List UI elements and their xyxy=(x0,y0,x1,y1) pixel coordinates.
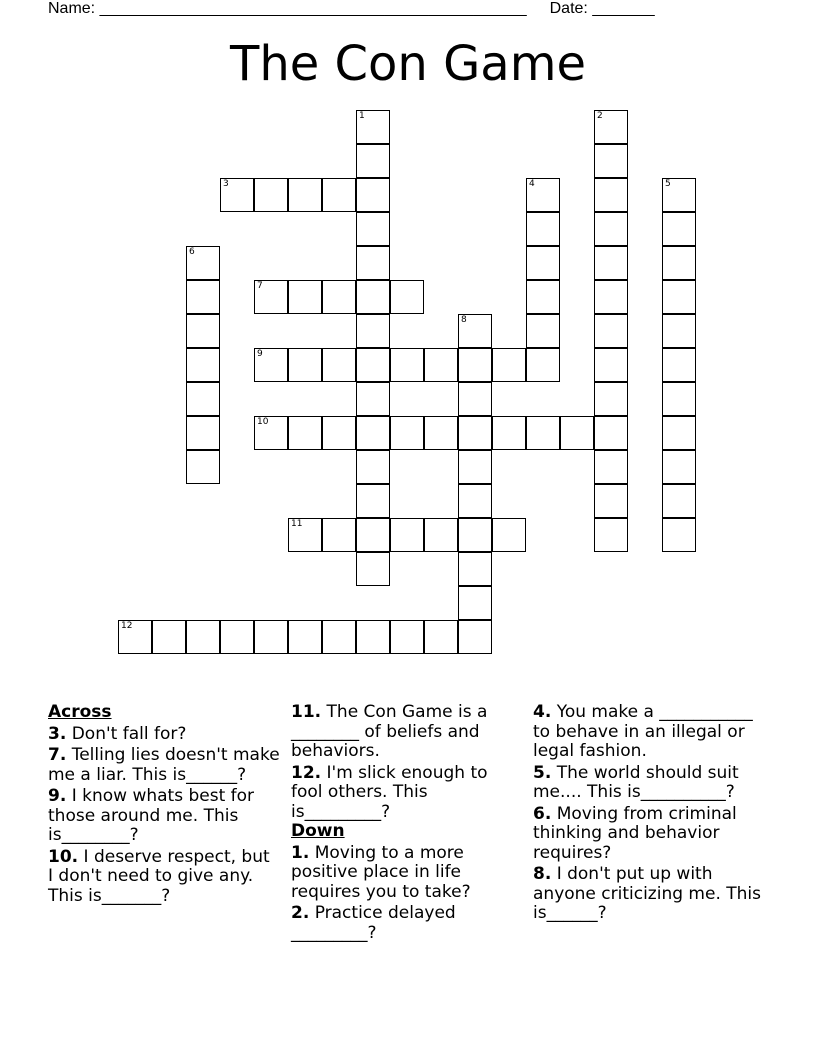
grid-cell[interactable] xyxy=(526,348,560,382)
clue-across-3: 3. Don't fall for? xyxy=(48,723,187,744)
grid-cell[interactable] xyxy=(526,212,560,246)
grid-cell[interactable] xyxy=(594,484,628,518)
grid-cell[interactable] xyxy=(424,416,458,450)
grid-cell[interactable] xyxy=(424,620,458,654)
grid-cell[interactable] xyxy=(254,280,288,314)
grid-cell[interactable] xyxy=(186,620,220,654)
grid-cell[interactable] xyxy=(526,314,560,348)
grid-cell[interactable] xyxy=(254,348,288,382)
clue-down-1: 1. Moving to a more positive place in life requires you to take? xyxy=(291,842,471,902)
grid-cell[interactable] xyxy=(220,178,254,212)
cell-number: 11 xyxy=(291,519,303,529)
grid-cell[interactable] xyxy=(356,416,390,450)
grid-cell[interactable] xyxy=(152,620,186,654)
grid-cell[interactable] xyxy=(254,178,288,212)
clue-across-7: 7. Telling lies doesn't make me a liar. This is______? xyxy=(48,745,280,785)
cell-number: 10 xyxy=(257,417,269,427)
grid-cell[interactable] xyxy=(662,246,696,280)
down-heading: Down xyxy=(291,821,345,841)
grid-cell[interactable] xyxy=(288,518,322,552)
grid-cell[interactable] xyxy=(526,178,560,212)
cell-number: 2 xyxy=(597,111,603,121)
date-label: Date: xyxy=(549,0,588,17)
grid-cell[interactable] xyxy=(594,144,628,178)
grid-cell[interactable] xyxy=(662,416,696,450)
grid-cell[interactable] xyxy=(356,246,390,280)
grid-cell[interactable] xyxy=(322,620,356,654)
grid-cell[interactable] xyxy=(356,212,390,246)
grid-cell[interactable] xyxy=(390,280,424,314)
cell-number: 5 xyxy=(665,179,671,189)
grid-cell[interactable] xyxy=(356,552,390,586)
grid-cell[interactable] xyxy=(288,178,322,212)
grid-cell[interactable] xyxy=(492,518,526,552)
grid-cell[interactable] xyxy=(390,518,424,552)
grid-cell[interactable] xyxy=(322,518,356,552)
grid-cell[interactable] xyxy=(424,348,458,382)
clue-down-4: 4. You make a ___________ to behave in an illegal or legal fashion. xyxy=(533,702,753,761)
grid-cell[interactable] xyxy=(526,246,560,280)
clue-column-1 xyxy=(48,703,280,906)
clue-down-6: 6. Moving from criminal thinking and behavior requires? xyxy=(533,803,737,863)
grid-cell[interactable] xyxy=(356,280,390,314)
grid-cell[interactable] xyxy=(186,280,220,314)
grid-cell[interactable] xyxy=(492,348,526,382)
grid-cell[interactable] xyxy=(186,450,220,484)
name-field[interactable]: ________________________________________________ xyxy=(99,0,527,17)
grid-cell[interactable] xyxy=(356,518,390,552)
grid-cell[interactable] xyxy=(390,416,424,450)
grid-cell[interactable] xyxy=(594,382,628,416)
clue-column-3 xyxy=(533,703,765,924)
cell-number: 7 xyxy=(257,281,263,291)
grid-cell[interactable] xyxy=(594,110,628,144)
grid-cell[interactable] xyxy=(526,280,560,314)
clue-down-8: 8. I don't put up with anyone criticizing me. This is______? xyxy=(533,864,761,923)
cell-number: 3 xyxy=(223,179,229,189)
grid-cell[interactable] xyxy=(186,246,220,280)
grid-cell[interactable] xyxy=(458,552,492,586)
grid-cell[interactable] xyxy=(186,382,220,416)
grid-cell[interactable] xyxy=(458,518,492,552)
grid-cell[interactable] xyxy=(662,382,696,416)
grid-cell[interactable] xyxy=(662,314,696,348)
grid-cell[interactable] xyxy=(662,280,696,314)
grid-cell[interactable] xyxy=(662,518,696,552)
grid-cell[interactable] xyxy=(390,620,424,654)
grid-cell[interactable] xyxy=(662,450,696,484)
grid-cell[interactable] xyxy=(458,450,492,484)
grid-cell[interactable] xyxy=(118,620,152,654)
clue-across-10: 10. I deserve respect, but I don't need to give any. This is_______? xyxy=(48,846,270,906)
grid-cell[interactable] xyxy=(594,280,628,314)
grid-cell[interactable] xyxy=(288,348,322,382)
grid-cell[interactable] xyxy=(662,348,696,382)
grid-cell[interactable] xyxy=(356,484,390,518)
clue-down-2: 2. Practice delayed _________? xyxy=(291,903,456,943)
puzzle-title: The Con Game xyxy=(230,36,586,92)
cell-number: 8 xyxy=(461,315,467,325)
grid-cell[interactable] xyxy=(458,620,492,654)
cell-number: 12 xyxy=(121,621,133,631)
date-field[interactable]: _______ xyxy=(592,0,655,17)
grid-cell[interactable] xyxy=(662,178,696,212)
grid-cell[interactable] xyxy=(458,382,492,416)
clue-across-11: 11. The Con Game is a ________ of beliefs and behaviors. xyxy=(291,702,488,761)
name-label: Name: xyxy=(48,0,96,17)
grid-cell[interactable] xyxy=(662,212,696,246)
grid-cell[interactable] xyxy=(220,620,254,654)
grid-cell[interactable] xyxy=(322,416,356,450)
grid-cell[interactable] xyxy=(288,620,322,654)
grid-cell[interactable] xyxy=(356,110,390,144)
grid-cell[interactable] xyxy=(424,518,458,552)
grid-cell[interactable] xyxy=(458,586,492,620)
grid-cell[interactable] xyxy=(560,416,594,450)
grid-cell[interactable] xyxy=(322,280,356,314)
cell-number: 6 xyxy=(189,247,195,257)
cell-number: 9 xyxy=(257,349,263,359)
grid-cell[interactable] xyxy=(458,484,492,518)
grid-cell[interactable] xyxy=(594,348,628,382)
grid-cell[interactable] xyxy=(492,416,526,450)
grid-cell[interactable] xyxy=(186,348,220,382)
grid-cell[interactable] xyxy=(458,348,492,382)
grid-cell[interactable] xyxy=(356,620,390,654)
grid-cell[interactable] xyxy=(186,314,220,348)
grid-cell[interactable] xyxy=(356,314,390,348)
grid-cell[interactable] xyxy=(458,314,492,348)
grid-cell[interactable] xyxy=(662,484,696,518)
grid-cell[interactable] xyxy=(322,348,356,382)
grid-cell[interactable] xyxy=(390,348,424,382)
grid-cell[interactable] xyxy=(288,280,322,314)
grid-cell[interactable] xyxy=(594,178,628,212)
grid-cell[interactable] xyxy=(356,178,390,212)
grid-cell[interactable] xyxy=(594,246,628,280)
grid-cell[interactable] xyxy=(594,416,628,450)
clue-down-5: 5. The world should suit me.... This is__________? xyxy=(533,762,739,802)
grid-cell[interactable] xyxy=(458,416,492,450)
grid-cell[interactable] xyxy=(594,314,628,348)
clue-across-12: 12. I'm slick enough to fool others. This is_________? xyxy=(291,762,488,822)
clue-column-2 xyxy=(291,703,523,943)
grid-cell[interactable] xyxy=(356,450,390,484)
grid-cell[interactable] xyxy=(322,178,356,212)
grid-cell[interactable] xyxy=(356,144,390,178)
grid-cell[interactable] xyxy=(186,416,220,450)
grid-cell[interactable] xyxy=(356,348,390,382)
grid-cell[interactable] xyxy=(254,416,288,450)
grid-cell[interactable] xyxy=(254,620,288,654)
grid-cell[interactable] xyxy=(594,518,628,552)
grid-cell[interactable] xyxy=(356,382,390,416)
grid-cell[interactable] xyxy=(288,416,322,450)
grid-cell[interactable] xyxy=(594,212,628,246)
cell-number: 1 xyxy=(359,111,365,121)
across-heading: Across xyxy=(48,702,112,722)
cell-number: 4 xyxy=(529,179,535,189)
grid-cell[interactable] xyxy=(526,416,560,450)
grid-cell[interactable] xyxy=(594,450,628,484)
clue-across-9: 9. I know whats best for those around me. This is________? xyxy=(48,786,255,845)
